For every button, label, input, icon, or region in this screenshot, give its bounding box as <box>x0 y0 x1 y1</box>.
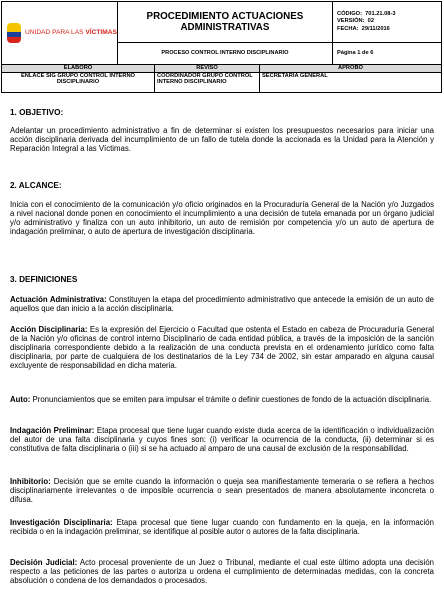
aprobo-value: SECRETARIA GENERAL <box>260 72 442 92</box>
definition-text: Es la expresión del Ejercicio o Facultad que ostenta el Estado en cabeza de Procuraduría General de la Nación y/o oficinas de control interno Disciplinario de cada entidad pública, a través de la imposición de la sanción disciplinaria correspondiente debido a la realización de una conducta prevista en el ordenamiento jurídico como falta disciplinaria, por parte de cualquiera de los destinatarios de la Ley 734 de 2002, sin estar amparado en alguna causal excluyente de responsabilidad en dicha materia. <box>10 325 435 371</box>
document-meta <box>333 2 442 43</box>
definition-text: Constituyen la etapa del procedimiento administrativo que antecede la emisión de un auto de aquellos que dan inicio a la acción disciplinaria. <box>10 295 435 314</box>
section-alcance-text: Inicia con el conocimiento de la comunicación y/o oficio originados en la Procuraduría General de la Nación y/o Juzgados a nivel nacional donde ponen en conocimiento el incumplimiento a una decisión de tutela emanada por un órgano judicial y/o administrativo y finaliza con un auto inhibitorio, un auto de remisión por competencia y/o un auto de apertura de indagación preliminar, o auto de apertura de investigación disciplinaria. <box>10 200 434 237</box>
codigo-value: 701.21.08-3 <box>365 11 396 18</box>
elaboro-value: ENLACE SIG GRUPO CONTROL INTERNO DISCIPLINARIO <box>2 72 155 92</box>
definition-term: Decisión Judicial: <box>10 558 78 567</box>
title-line-1: PROCEDIMIENTO ACTUACIONES <box>146 10 304 22</box>
definition-term: Inhibitorio: <box>10 477 51 486</box>
definition-text: Pronunciamientos que se emiten para impulsar el trámite o definir cuestiones de fondo de la actuación disciplinaria. <box>30 395 432 404</box>
definition-item <box>10 325 434 370</box>
section-objetivo-title: 1. OBJETIVO: <box>10 108 64 117</box>
definition-text: Etapa procesal que tiene lugar cuando existe duda acerca de la identificación o individualización del autor de una falta disciplinaria y cuyos fines son: (i) verificar la ocurrencia de la conducta, (ii) determinar si es constitutiva de falta disciplinaria o (iii) si se ha actuado al amparo de una causal de exclusión de la responsabilidad. <box>10 426 434 454</box>
logo-text-a: UNIDAD PARA LAS <box>25 28 86 36</box>
reviso-value: COORDINADOR GRUPO CONTROL INTERNO DISCIPLINARIO <box>155 72 260 92</box>
section-objetivo-text: Adelantar un procedimiento administrativo a fin de determinar si existen los presupuestos necesarios para iniciar una acción disciplinaria derivada del incumplimiento de un fallo de tutela donde la accionada es la Unidad para la Atención y Reparación Integral a las Víctimas. <box>10 126 434 154</box>
reviso-header: REVISÓ <box>155 65 260 73</box>
document-header <box>1 1 442 65</box>
definition-term: Auto: <box>10 395 31 404</box>
definition-item <box>10 477 434 504</box>
page-number: Página 1 de 6 <box>333 42 442 64</box>
version-value: 02 <box>367 18 374 25</box>
section-definiciones-title: 3. DEFINICIONES <box>10 275 78 284</box>
definition-item <box>10 518 434 536</box>
aprobo-header: APROBÓ <box>260 65 442 73</box>
version-label: VERSIÓN: <box>337 18 365 25</box>
colombia-seal-icon <box>7 23 21 43</box>
elaboro-header: ELABORÓ <box>2 65 155 73</box>
definition-text: Etapa procesal que tiene lugar cuando con fundamento en la queja, en la información recibida o en la indagación preliminar, se identifique al posible autor o autores de la falta disciplinaria. <box>10 518 434 537</box>
definition-term: Actuación Administrativa: <box>10 295 107 304</box>
definition-term: Indagación Preliminar: <box>10 426 95 435</box>
definition-item <box>10 426 434 453</box>
document-title <box>117 2 332 43</box>
definition-text: Decisión que se emite cuando la información o queja sea manifiestamente temeraria o se refiera a hechos disciplinariamente irrelevantes o de imposible ocurrencia o sean presentados de manera absolutamente inconcreta o difusa. <box>10 477 434 505</box>
logo-cell <box>2 2 118 65</box>
title-line-2: ADMINISTRATIVAS <box>180 21 270 33</box>
fecha-label: FECHA: <box>337 25 359 32</box>
definition-term: Investigación Disciplinaria: <box>10 518 113 527</box>
approval-table <box>1 64 442 93</box>
definition-text: Acto procesal proveniente de un Juez o Tribunal, mediante el cual este último adopta una decisión respecto a las peticiones de las partes o autoriza u ordena el cumplimiento de determinadas medidas, con la concreta absolución o condena de los demandados o procesados. <box>10 558 434 586</box>
section-alcance-title: 2. ALCANCE: <box>10 181 62 190</box>
logo-text-b: VÍCTIMAS <box>85 28 117 36</box>
fecha-value: 29/11/2016 <box>361 25 390 32</box>
definition-item <box>10 558 434 585</box>
definition-item <box>10 395 434 404</box>
definition-item <box>10 295 434 313</box>
definition-term: Acción Disciplinaria: <box>10 325 88 334</box>
process-subtitle: PROCESO CONTROL INTERNO DISCIPLINARIO <box>117 42 332 64</box>
unidad-victimas-logo <box>2 23 117 43</box>
codigo-label: CÓDIGO: <box>337 11 362 18</box>
